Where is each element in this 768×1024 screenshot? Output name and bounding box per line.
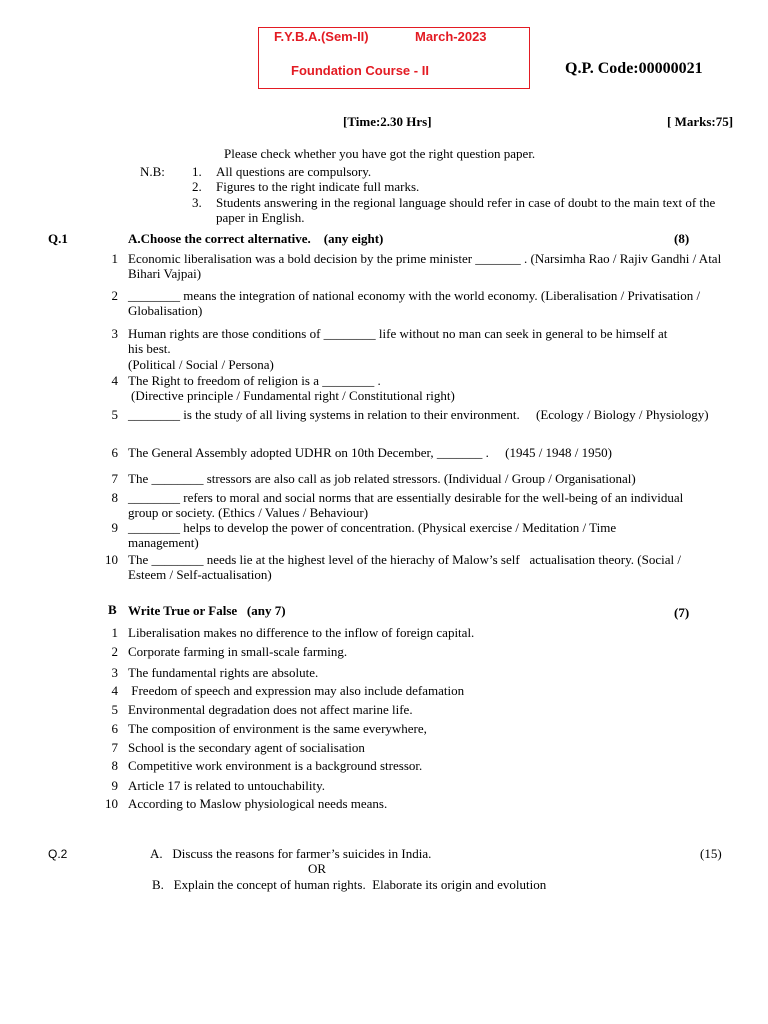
- q1b-item-10: According to Maslow physiological needs means.: [128, 796, 388, 811]
- exam-time: [Time:2.30 Hrs]: [343, 114, 432, 129]
- q1a-num-7: 7: [111, 471, 118, 486]
- q1a-options-4: (Directive principle / Fundamental right / Constitutional right): [131, 388, 455, 403]
- exam-date: March-2023: [415, 29, 487, 44]
- q1b-num-1: 1: [111, 625, 118, 640]
- q1b-item-3: The fundamental rights are absolute.: [128, 665, 319, 680]
- q1a-num-2: 2: [111, 288, 118, 303]
- q1b-item-6: The composition of environment is the same everywhere,: [128, 721, 427, 736]
- q1a-item-3: Human rights are those conditions of ________ life without no man can seek in general to be himself at his best.: [128, 326, 668, 356]
- q1b-num-8: 8: [111, 758, 118, 773]
- q1a-options-3: (Political / Social / Persona): [128, 357, 274, 372]
- qp-code: Q.P. Code:00000021: [565, 60, 703, 77]
- q1a-num-9: 9: [111, 520, 118, 535]
- q1a-item-5: ________ is the study of all living systems in relation to their environment. (Ecology / Biology / Physiology): [128, 407, 709, 422]
- q1b-num-4: 4: [111, 683, 118, 698]
- nb-text-3: Students answering in the regional language should refer in case of doubt to the main text of the paper in English.: [216, 195, 716, 225]
- q2-option-b: B. Explain the concept of human rights. Elaborate its origin and evolution: [152, 877, 547, 892]
- q1b-item-4: Freedom of speech and expression may also include defamation: [128, 683, 465, 698]
- nb-num-1: 1.: [192, 164, 202, 179]
- q1a-item-4: The Right to freedom of religion is a ________ .: [128, 373, 381, 388]
- course-title: F.Y.B.A.(Sem-II): [274, 29, 369, 44]
- q1b-num-9: 9: [111, 778, 118, 793]
- q1a-item-8: ________ refers to moral and social norms that are essentially desirable for the well-being of an individual group or society. (Ethics / Values / Behaviour): [128, 490, 684, 520]
- q1b-item-2: Corporate farming in small-scale farming.: [128, 644, 348, 659]
- q1a-num-3: 3: [111, 326, 118, 341]
- q1-label: Q.1: [48, 231, 68, 246]
- q1a-marks: (8): [674, 231, 690, 246]
- nb-text-1: All questions are compulsory.: [216, 164, 372, 179]
- q2-option-a: A. Discuss the reasons for farmer’s suicides in India.: [150, 846, 432, 861]
- q1b-item-1: Liberalisation makes no difference to the inflow of foreign capital.: [128, 625, 475, 640]
- q1a-item-9: ________ helps to develop the power of concentration. (Physical exercise / Meditation / Time management): [128, 520, 617, 550]
- q2-marks: (15): [700, 846, 722, 861]
- q1a-num-4: 4: [111, 373, 118, 388]
- q1b-num-6: 6: [111, 721, 118, 736]
- q1b-num-2: 2: [111, 644, 118, 659]
- q1a-num-10: 10: [105, 552, 118, 567]
- nb-text-2: Figures to the right indicate full marks.: [216, 179, 420, 194]
- check-instruction: Please check whether you have got the right question paper.: [224, 146, 536, 161]
- exam-marks: [ Marks:75]: [667, 114, 734, 129]
- nb-num-2: 2.: [192, 179, 202, 194]
- nb-num-3: 3.: [192, 195, 202, 210]
- q1a-num-6: 6: [111, 445, 118, 460]
- q1b-num-7: 7: [111, 740, 118, 755]
- q1a-item-10: The ________ needs lie at the highest level of the hierachy of Malow’s self actualisation theory. (Social / Esteem / Self-actualisation): [128, 552, 685, 582]
- q1a-num-5: 5: [111, 407, 118, 422]
- q1a-item-2: ________ means the integration of national economy with the world economy. (Liberalisation / Privatisation / Globalisation): [128, 288, 701, 318]
- q1b-num-5: 5: [111, 702, 118, 717]
- q1b-label: B: [108, 602, 117, 617]
- subject-title: Foundation Course - II: [291, 63, 429, 78]
- q1a-num-1: 1: [111, 251, 118, 266]
- nb-label: N.B:: [140, 164, 165, 179]
- q1b-item-9: Article 17 is related to untouchability.: [128, 778, 325, 793]
- q2-or: OR: [308, 861, 327, 876]
- q1b-item-7: School is the secondary agent of socialisation: [128, 740, 365, 755]
- q1b-item-8: Competitive work environment is a background stressor.: [128, 758, 423, 773]
- q1a-num-8: 8: [111, 490, 118, 505]
- q1a-item-7: The ________ stressors are also call as job related stressors. (Individual / Group / Organisational): [128, 471, 636, 486]
- q1a-title: A.Choose the correct alternative. (any eight): [128, 231, 384, 246]
- q1b-title: Write True or False (any 7): [128, 603, 286, 618]
- q1b-item-5: Environmental degradation does not affect marine life.: [128, 702, 413, 717]
- q2-label: Q.2: [48, 847, 68, 861]
- q1b-num-10: 10: [105, 796, 118, 811]
- q1b-marks: (7): [674, 605, 690, 620]
- q1a-item-6: The General Assembly adopted UDHR on 10th December, _______ . (1945 / 1948 / 1950): [128, 445, 613, 460]
- q1a-item-1: Economic liberalisation was a bold decision by the prime minister _______ . (Narsimha Rao / Rajiv Gandhi / Atal Bihari Vajpai): [128, 251, 722, 281]
- q1b-num-3: 3: [111, 665, 118, 680]
